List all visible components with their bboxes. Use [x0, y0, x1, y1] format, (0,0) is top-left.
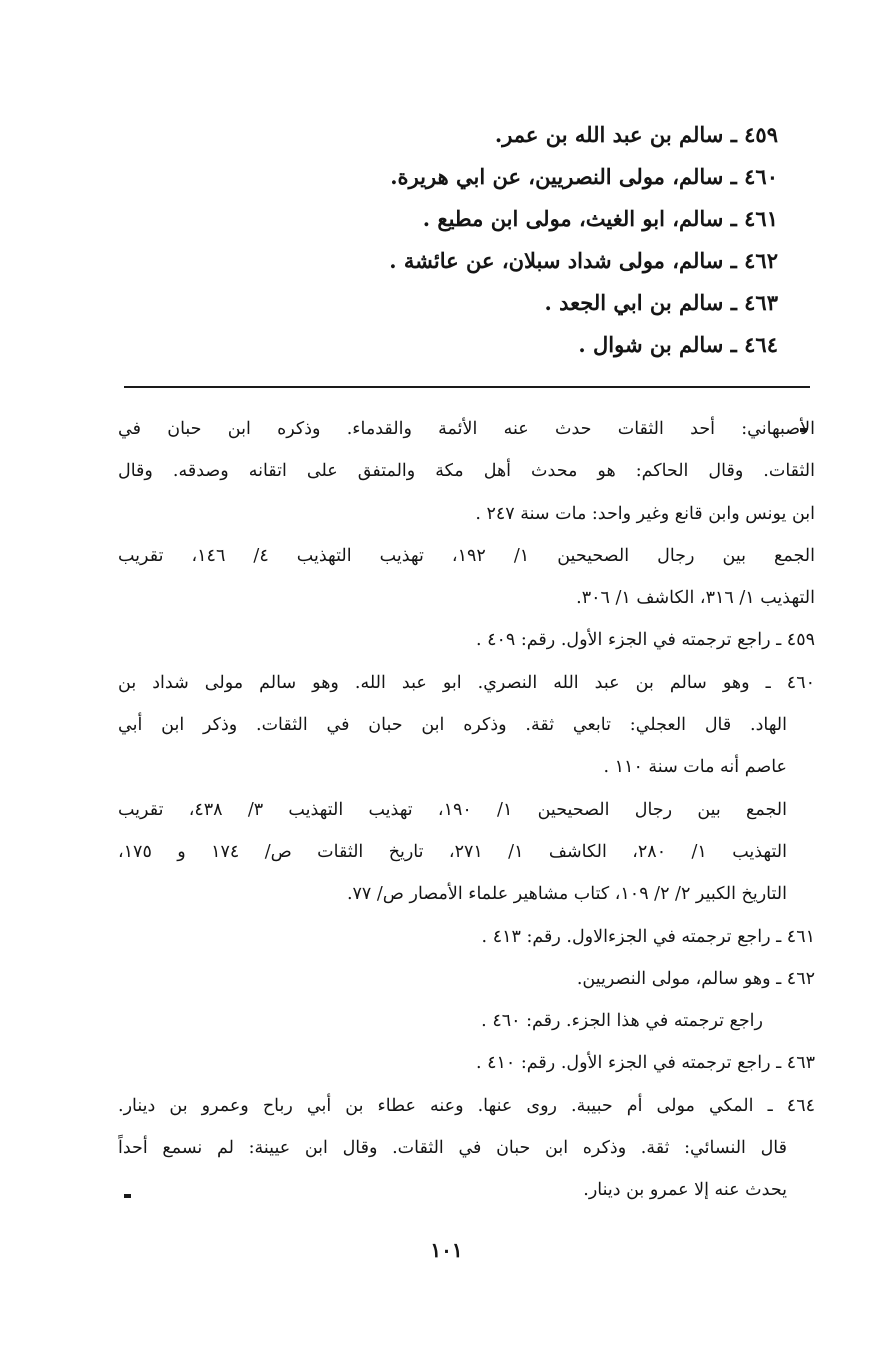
entry-460: ٤٦٠ ـ سالم، مولى النصريين، عن ابي هريرة. [390, 164, 778, 189]
footnote-divider [124, 386, 810, 388]
note-line: الثقات. وقال الحاكم: هو محدث أهل مكة والمتفق على اتقانه وصدقه. وقال [118, 461, 815, 482]
note-line-459: ٤٥٩ ـ راجع ترجمته في الجزء الأول. رقم: ٤٠٩ . [475, 630, 815, 651]
note-line-463: ٤٦٣ ـ راجع ترجمته في الجزء الأول. رقم: ٤١٠ . [475, 1053, 815, 1074]
note-line: التهذيب ١/ ٣١٦، الكاشف ١/ ٣٠٦. [576, 588, 815, 609]
note-line: التهذيب ١/ ٢٨٠، الكاشف ١/ ٢٧١، تاريخ الثقات ص/ ١٧٤ و ١٧٥، [118, 841, 787, 862]
note-line: الهاد. قال العجلي: تابعي ثقة. وذكره ابن حبان في الثقات. وذكر ابن أبي [118, 715, 787, 736]
page-number: ١٠١ [430, 1238, 463, 1262]
entry-list [258, 114, 778, 366]
footnotes [118, 408, 815, 1212]
entry-459: ٤٥٩ ـ سالم بن عبد الله بن عمر. [494, 122, 778, 147]
note-line: الأصبهاني: أحد الثقات حدث عنه الأئمة والقدماء. وذكره ابن حبان في [118, 419, 815, 439]
note-line: راجع ترجمته في هذا الجزء. رقم: ٤٦٠ . [481, 1011, 763, 1032]
note-line-464: ٤٦٤ ـ المكي مولى أم حبيبة. روى عنها. وعنه عطاء بن أبي رباح وعمرو بن دينار. [118, 1095, 815, 1116]
note-line: يحدث عنه إلا عمرو بن دينار. [583, 1180, 787, 1201]
note-line: عاصم أنه مات سنة ١١٠ . [603, 757, 787, 778]
note-line-462: ٤٦٢ ـ وهو سالم، مولى النصريين. [576, 968, 815, 989]
note-line: الجمع بين رجال الصحيحين ١/ ١٩٢، تهذيب التهذيب ٤/ ١٤٦، تقريب [118, 545, 815, 566]
note-line: ابن يونس وابن قانع وغير واحد: مات سنة ٢٤٧ . [475, 503, 815, 524]
entry-463: ٤٦٣ ـ سالم بن ابي الجعد . [544, 290, 778, 315]
note-line: الجمع بين رجال الصحيحين ١/ ١٩٠، تهذيب التهذيب ٣/ ٤٣٨، تقريب [118, 799, 787, 820]
entry-464: ٤٦٤ ـ سالم بن شوال . [578, 332, 778, 357]
note-line: قال النسائي: ثقة. وذكره ابن حبان في الثقات. وقال ابن عيينة: لم نسمع أحداً [118, 1138, 787, 1159]
entry-462: ٤٦٢ ـ سالم، مولى شداد سبلان، عن عائشة . [389, 248, 778, 273]
note-end-marker [124, 1194, 131, 1198]
note-line: التاريخ الكبير ٢/ ٢/ ١٠٩، كتاب مشاهير علماء الأمصار ص/ ٧٧. [346, 884, 787, 905]
note-line-460: ٤٦٠ ـ وهو سالم بن عبد الله النصري. ابو عبد الله. وهو سالم مولى شداد بن [118, 672, 815, 693]
entry-461: ٤٦١ ـ سالم، ابو الغيث، مولى ابن مطيع . [422, 206, 778, 231]
note-line-461: ٤٦١ ـ راجع ترجمته في الجزءالاول. رقم: ٤١٣ . [481, 926, 815, 947]
